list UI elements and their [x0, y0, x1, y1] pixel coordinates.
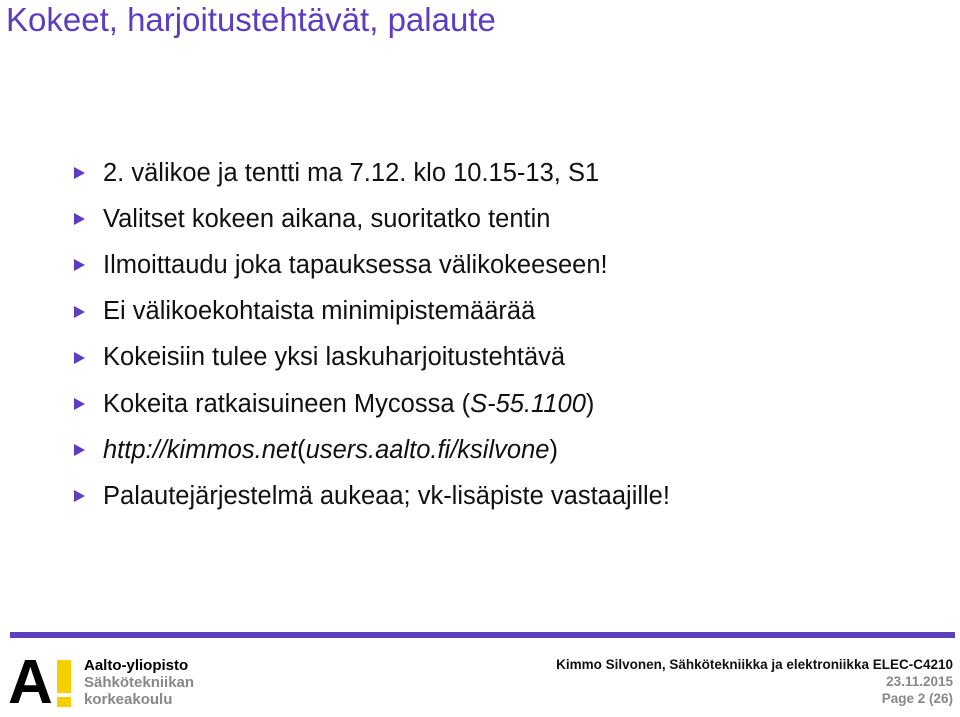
org-line: korkeakoulu — [84, 691, 173, 708]
footer-divider — [10, 632, 955, 638]
footer-info — [556, 656, 953, 707]
bullet-item — [74, 427, 670, 473]
bullet-text: Ei välikoekohtaista minimipistemäärää — [103, 297, 536, 326]
bullet-item — [74, 335, 670, 381]
bullet-list — [74, 150, 670, 520]
bullet-text: Palautejärjestelmä aukeaa; vk-lisäpiste vastaajille! — [103, 481, 670, 510]
org-line: Sähkötekniikan — [84, 674, 195, 691]
bullet-text: Valitset kokeen aikana, suoritatko tentin — [103, 204, 551, 233]
triangle-bullet-icon — [74, 398, 85, 410]
bullet-text: ) — [549, 435, 558, 464]
organization-name — [84, 657, 194, 708]
bullet-item — [74, 289, 670, 335]
triangle-bullet-icon — [74, 259, 85, 271]
org-line: Aalto-yliopisto — [84, 657, 189, 674]
triangle-bullet-icon — [74, 306, 85, 318]
bullet-text: users.aalto.fi/ksilvone — [305, 435, 550, 464]
triangle-bullet-icon — [74, 444, 85, 456]
triangle-bullet-icon — [74, 213, 85, 225]
bullet-text: Ilmoittaudu joka tapauksessa välikokeeseen! — [103, 250, 608, 279]
bullet-text: S-55.1100 — [470, 389, 586, 418]
logo-a: A — [8, 648, 51, 717]
footer-date: 23.11.2015 — [886, 674, 953, 689]
slide-title: Kokeet, harjoitustehtävät, palaute — [6, 1, 496, 38]
bullet-item — [74, 473, 670, 519]
bullet-item — [74, 242, 670, 288]
bullet-text: Kokeita ratkaisuineen Mycossa ( — [103, 389, 471, 418]
footer-author: Kimmo Silvonen, Sähkötekniikka ja elektroniikka ELEC-C4210 — [556, 657, 953, 672]
logo-exclamation — [57, 660, 71, 706]
triangle-bullet-icon — [74, 352, 85, 364]
bullet-item — [74, 381, 670, 427]
bullet-item — [74, 150, 670, 196]
footer-page: Page 2 (26) — [881, 691, 953, 706]
triangle-bullet-icon — [74, 490, 85, 502]
bullet-text: ( — [297, 435, 306, 464]
bullet-item — [74, 196, 670, 242]
bullet-text: 2. välikoe ja tentti ma 7.12. klo 10.15-13, S1 — [103, 158, 600, 187]
triangle-bullet-icon — [74, 167, 85, 179]
bullet-text: Kokeisiin tulee yksi laskuharjoitustehtävä — [103, 343, 566, 372]
bullet-text: ) — [585, 389, 595, 418]
bullet-text: http://kimmos.net — [103, 435, 298, 464]
